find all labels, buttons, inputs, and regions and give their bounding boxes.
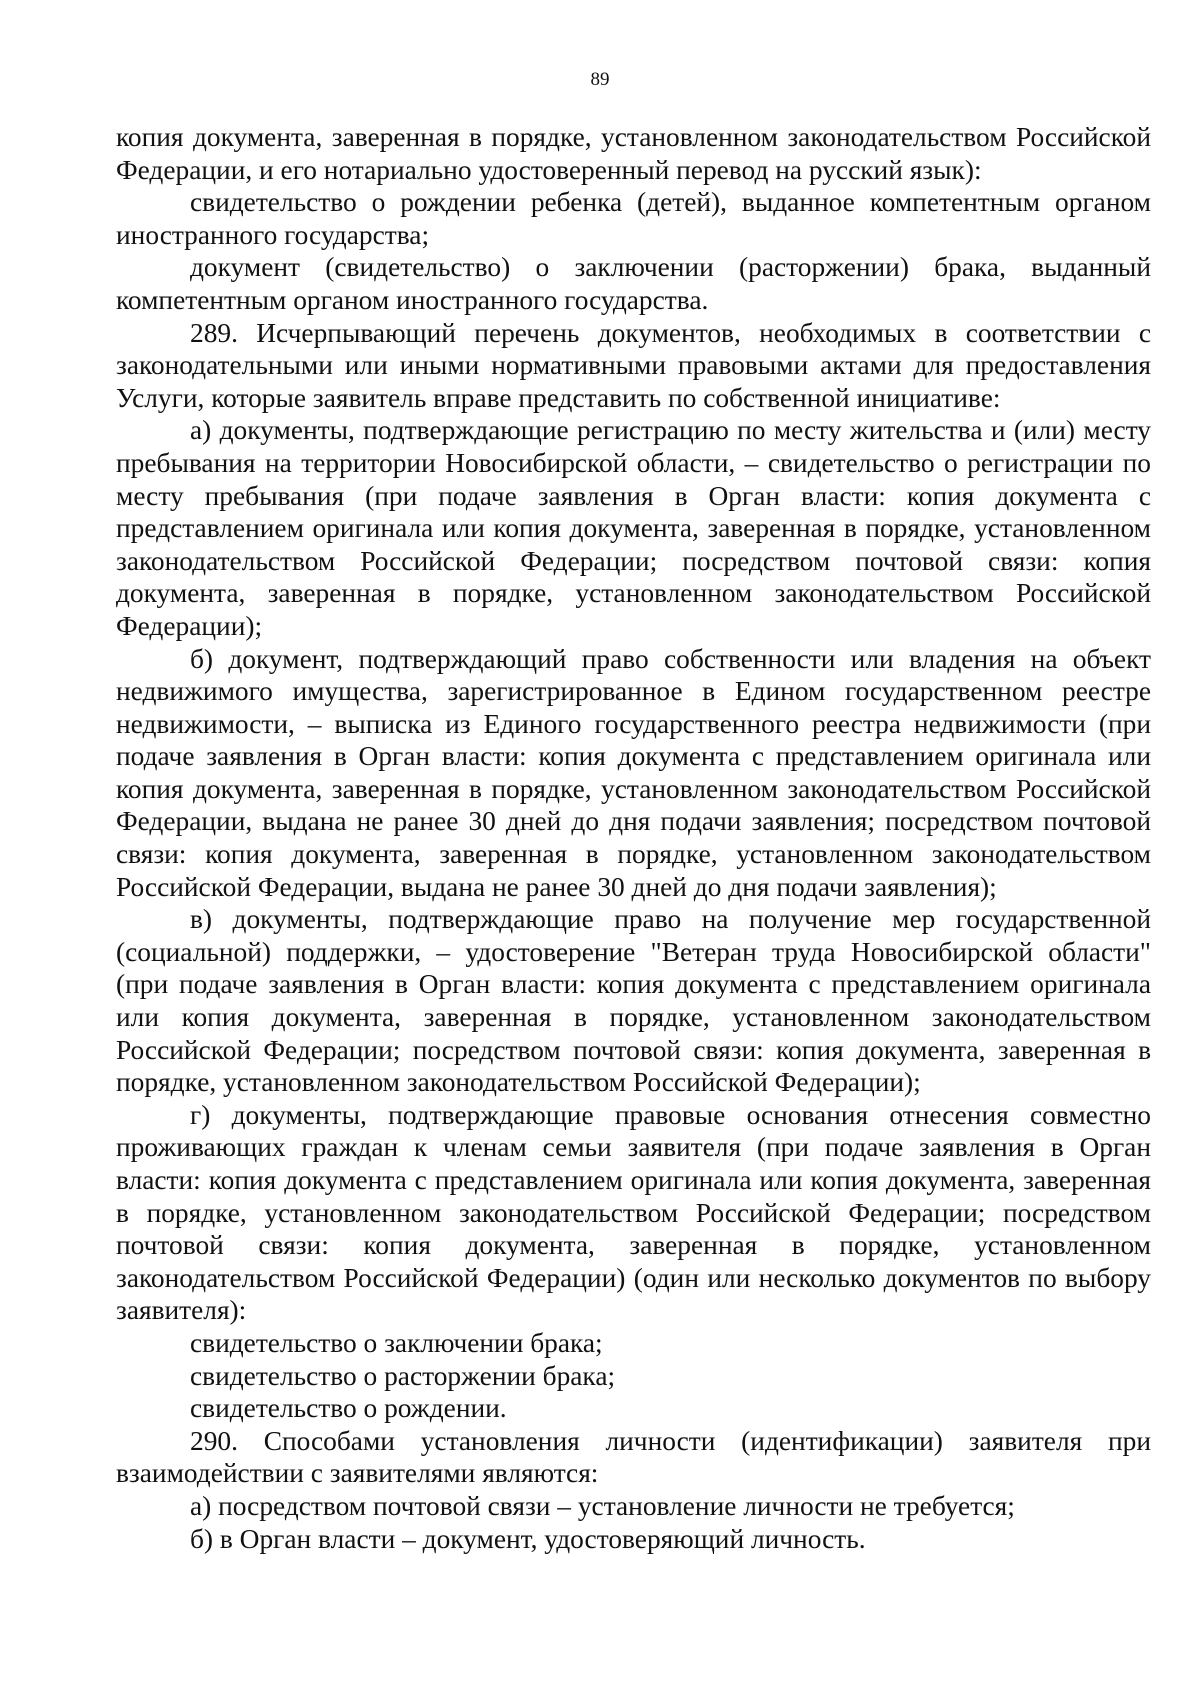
- paragraph-289-v: в) документы, подтверждающие право на получение мер государственной (социальной) поддержки, – удостоверение "Ветеран труда Новосибирской области" (при подаче заявления в Орган власти: копия документа с представлением оригинала или копия документа, заверенная в порядке, установленном законодательством Российской Федерации; посредством почтовой связи: копия документа, заверенная в порядке, установленном законодательством Российской Федерации);: [116, 904, 1151, 1098]
- page-number: 89: [590, 69, 610, 90]
- paragraph-birth-certificate: свидетельство о рождении ребенка (детей), выданное компетентным органом иностранного государства;: [116, 187, 1151, 250]
- paragraph-289-b: б) документ, подтверждающий право собственности или владения на объект недвижимого имущества, зарегистрированное в Едином государственном реестре недвижимости, – выписка из Единого государственного реестра недвижимости (при подаче заявления в Орган власти: копия документа с представлением оригинала или копия документа, заверенная в порядке, установленном законодательством Российской Федерации, выдана не ранее 30 дней до дня подачи заявления; посредством почтовой связи: копия документа, заверенная в порядке, установленном законодательством Российской Федерации, выдана не ранее 30 дней до дня подачи заявления);: [116, 643, 1151, 902]
- paragraph-290: 290. Способами установления личности (идентификации) заявителя при взаимодействии с заявителями являются:: [116, 1425, 1151, 1489]
- paragraph-marriage-document: документ (свидетельство) о заключении (расторжении) брака, выданный компетентным органом иностранного государства.: [116, 252, 1151, 315]
- paragraph-289-a: а) документы, подтверждающие регистрацию по месту жительства и (или) месту пребывания на территории Новосибирской области, – свидетельство о регистрации по месту пребывания (при подаче заявления в Орган власти: копия документа с представлением оригинала или копия документа, заверенная в порядке, установленном законодательством Российской Федерации; посредством почтовой связи: копия документа, заверенная в порядке, установленном законодательством Российской Федерации);: [116, 415, 1151, 641]
- paragraph-290-b: б) в Орган власти – документ, удостоверяющий личность.: [190, 1523, 866, 1554]
- list-item-divorce-certificate: свидетельство о расторжении брака;: [190, 1360, 616, 1391]
- list-item-birth-certificate: свидетельство о рождении.: [190, 1393, 507, 1424]
- paragraph-289-g: г) документы, подтверждающие правовые основания отнесения совместно проживающих граждан к членам семьи заявителя (при подаче заявления в Орган власти: копия документа с представлением оригинала или копия документа, заверенная в порядке, установленном законодательством Российской Федерации; посредством почтовой связи: копия документа, заверенная в порядке, установленном законодательством Российской Федерации) (один или несколько документов по выбору заявителя):: [116, 1099, 1151, 1326]
- paragraph-continuation: копия документа, заверенная в порядке, установленном законодательством Российской Федерации, и его нотариально удостоверенный перевод на русский язык):: [116, 122, 1151, 185]
- paragraph-290-a: а) посредством почтовой связи – установление личности не требуется;: [190, 1490, 1015, 1521]
- document-body: [116, 121, 1151, 1555]
- list-item-marriage-certificate: свидетельство о заключении брака;: [190, 1327, 603, 1358]
- paragraph-289: 289. Исчерпывающий перечень документов, необходимых в соответствии с законодательными или иными нормативными правовыми актами для предоставления Услуги, которые заявитель вправе представить по собственной инициативе:: [116, 317, 1151, 413]
